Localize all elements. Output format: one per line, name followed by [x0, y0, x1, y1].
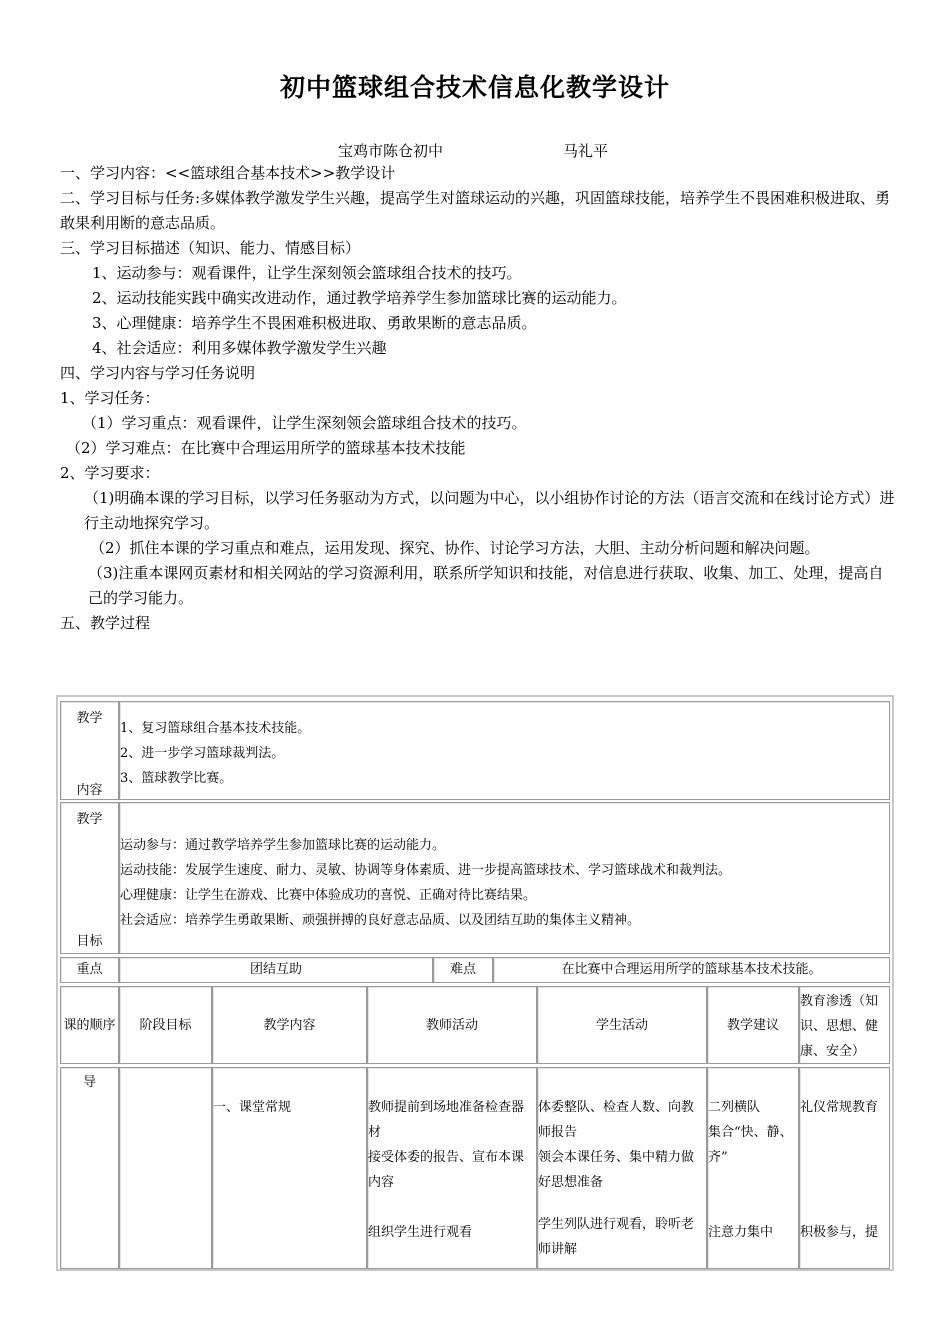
document-title: 初中篮球组合技术信息化教学设计: [279, 73, 670, 102]
advice-item: 二列横队: [708, 1100, 761, 1115]
row-stage-goal: [119, 1067, 212, 1269]
goal-item: 1、运动参与：观看课件，让学生深刻领会篮球组合技术的技巧。: [92, 264, 522, 282]
goal-item: 2、运动技能实践中确实改进动作，通过教学培养学生参加篮球比赛的运动能力。: [92, 289, 627, 307]
section-content-tasks: 四、学习内容与学习任务说明: [60, 364, 256, 382]
goal-item: 3、心理健康：培养学生不畏困难积极进取、勇敢果断的意志品质。: [92, 314, 537, 332]
subsection-requirements: 2、学习要求：: [60, 464, 160, 482]
section-learning-content: 一、学习内容：<<篮球组合基本技术>>教学设计: [60, 164, 396, 182]
row-education-penetration: [799, 1067, 890, 1269]
goal-row: 心理健康：让学生在游戏、比赛中体验成功的喜悦、正确对待比赛结果。: [120, 888, 537, 903]
key-value-cell: 团结互助: [119, 957, 433, 983]
goal-label-top: 教学: [76, 812, 103, 827]
goal-row: 社会适应：培养学生勇敢果断、顽强拼搏的良好意志品质、以及团结互助的集体主义精神。: [120, 913, 641, 928]
requirement-item: （3)注重本课网页素材和相关网站的学习资源利用，联系所学知识和技能，对信息进行获取、收集、加工、处理，提高自己的学习能力。: [88, 564, 884, 607]
section-goals-tasks: 二、学习目标与任务:多媒体教学激发学生兴趣，提高学生对篮球运动的兴趣，巩固篮球技能，培养学生不畏困难积极进取、勇敢果利用断的意志品质。: [60, 189, 891, 232]
task-key-point: （1）学习重点：观看课件，让学生深刻领会篮球组合技术的技巧。: [82, 414, 527, 432]
header-education-penetration: 教育渗透（知识、思想、健康、安全）: [799, 986, 890, 1064]
teacher-activity-item: 组织学生进行观看: [368, 1225, 473, 1240]
content-label-top: 教学: [76, 711, 103, 726]
content-item: 2、进一步学习篮球裁判法。: [120, 746, 285, 761]
requirement-item: （1)明确本课的学习目标，以学习任务驱动为方式，以问题为中心，以小组协作讨论的方法（语言交流和在线讨论方式）进行主动地探究学习。: [84, 489, 895, 532]
document-body: [60, 161, 896, 636]
student-activity-item: 体委整队、检查人数、向教师报告: [538, 1100, 695, 1140]
goal-item: 4、社会适应：利用多媒体教学激发学生兴趣: [92, 339, 387, 357]
header-teacher-activity: 教师活动: [367, 986, 537, 1064]
row-student-activity: [537, 1067, 707, 1269]
student-activity-item: 学生列队进行观看，聆听老师讲解: [538, 1217, 695, 1257]
header-lesson-order: 课的顺序: [60, 986, 119, 1064]
subsection-tasks: 1、学习任务：: [60, 389, 160, 407]
row-lesson-order: 导: [60, 1067, 119, 1269]
content-label-bottom: 内容: [76, 783, 103, 798]
lesson-plan-table: [56, 695, 894, 1271]
goal-items-cell: [119, 802, 890, 954]
difficulty-label-cell: 难点: [433, 957, 493, 983]
content-items-cell: [119, 701, 890, 800]
author-school: 宝鸡市陈仓初中: [338, 142, 444, 160]
student-activity-item: 领会本课任务、集中精力做好思想准备: [538, 1150, 695, 1190]
goal-row: 运动参与：通过教学培养学生参加篮球比赛的运动能力。: [120, 838, 446, 853]
content-item: 3、篮球教学比赛。: [120, 771, 233, 786]
requirement-item: （2）抓住本课的学习重点和难点，运用发现、探究、协作、讨论学习方法，大胆、主动分析问题和解决问题。: [90, 539, 820, 557]
author-name: 马礼平: [563, 142, 609, 160]
key-label-cell: 重点: [60, 957, 119, 983]
header-student-activity: 学生活动: [537, 986, 707, 1064]
row-teaching-content: 一、课堂常规: [212, 1067, 367, 1269]
header-teaching-advice: 教学建议: [707, 986, 799, 1064]
edu-item: 礼仪常规教育: [800, 1100, 879, 1115]
teacher-activity-item: 接受体委的报告、宣布本课内容: [368, 1150, 525, 1190]
goal-row: 运动技能：发展学生速度、耐力、灵敏、协调等身体素质、进一步提高篮球技术、学习篮球战术和裁判法。: [120, 863, 732, 878]
teacher-activity-item: 教师提前到场地准备检查器材: [368, 1100, 525, 1140]
content-label-cell: [60, 701, 119, 800]
task-difficulty: （2）学习难点：在比赛中合理运用所学的篮球基本技术技能: [66, 439, 466, 457]
difficulty-value-cell: 在比赛中合理运用所学的篮球基本技术技能。: [493, 957, 890, 983]
header-teaching-content: 教学内容: [212, 986, 367, 1064]
goal-label-bottom: 目标: [76, 934, 103, 949]
section-goal-description: 三、学习目标描述（知识、能力、情感目标）: [60, 239, 361, 257]
section-teaching-process: 五、教学过程: [60, 614, 151, 632]
header-stage-goal: 阶段目标: [119, 986, 212, 1064]
content-item: 1、复习篮球组合基本技术技能。: [120, 721, 311, 736]
edu-item: 积极参与，提: [800, 1225, 879, 1240]
goal-label-cell: [60, 802, 119, 954]
advice-item: 集合“快、静、齐”: [708, 1125, 793, 1165]
row-teaching-advice: [707, 1067, 799, 1269]
advice-item: 注意力集中: [708, 1225, 774, 1240]
row-teacher-activity: [367, 1067, 537, 1269]
